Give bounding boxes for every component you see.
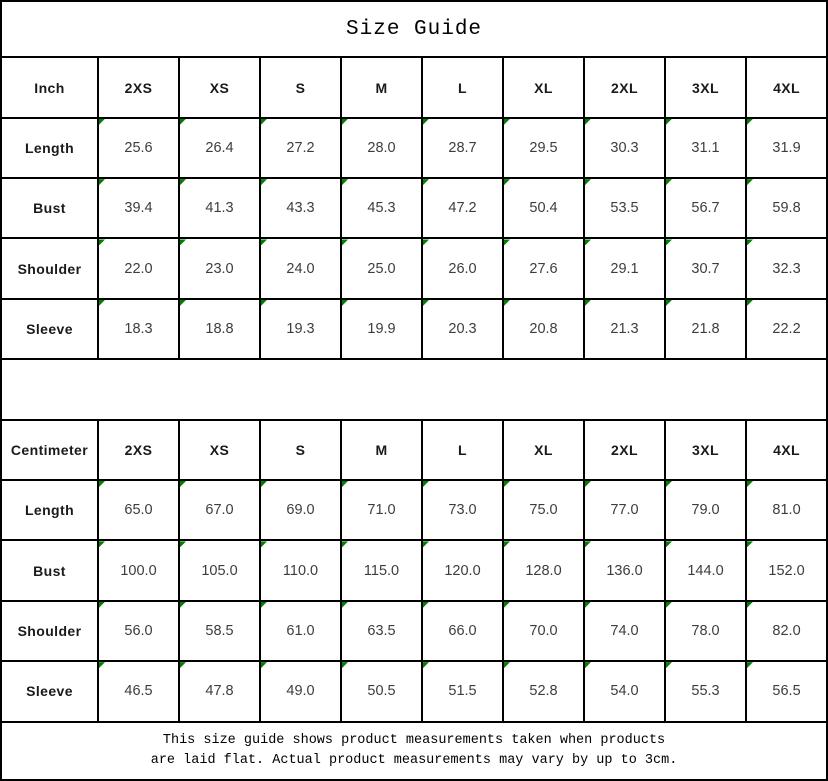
cell-corner-marker-icon (585, 602, 591, 608)
cell-corner-marker-icon (504, 179, 510, 185)
measurement-value: 81.0 (772, 502, 801, 519)
measurement-value-cell (665, 601, 746, 661)
measurement-value-cell (584, 540, 665, 600)
measurement-value-cell (98, 480, 179, 540)
inch-table-section (1, 57, 827, 359)
measurement-row (1, 480, 827, 540)
measurement-value-cell (584, 178, 665, 238)
cell-corner-marker-icon (99, 300, 105, 306)
measurement-value-cell (260, 299, 341, 359)
measurement-value: 29.5 (529, 139, 558, 156)
measurement-value-cell (98, 540, 179, 600)
measurement-row-label: Sleeve (1, 299, 98, 359)
cell-corner-marker-icon (666, 662, 672, 668)
measurement-value: 26.0 (448, 260, 477, 277)
measurement-value: 45.3 (367, 200, 396, 217)
measurement-value-cell (665, 238, 746, 298)
measurement-value-cell (260, 480, 341, 540)
cell-corner-marker-icon (180, 541, 186, 547)
measurement-row (1, 299, 827, 359)
cell-corner-marker-icon (585, 119, 591, 125)
cell-corner-marker-icon (180, 119, 186, 125)
size-column-header: XL (503, 420, 584, 480)
size-column-header: L (422, 420, 503, 480)
measurement-value: 28.0 (367, 139, 396, 156)
cell-corner-marker-icon (747, 602, 753, 608)
cell-corner-marker-icon (585, 179, 591, 185)
footer-row (1, 722, 827, 780)
cell-corner-marker-icon (423, 481, 429, 487)
measurement-value: 73.0 (448, 502, 477, 519)
measurement-value: 30.7 (691, 260, 720, 277)
page-title: Size Guide (1, 1, 827, 57)
measurement-value-cell (98, 299, 179, 359)
measurement-value: 31.9 (772, 139, 801, 156)
measurement-value: 61.0 (286, 622, 315, 639)
cell-corner-marker-icon (261, 481, 267, 487)
measurement-value: 136.0 (606, 562, 643, 579)
cell-corner-marker-icon (747, 481, 753, 487)
measurement-value: 22.0 (124, 260, 153, 277)
measurement-value: 47.2 (448, 200, 477, 217)
measurement-value: 115.0 (363, 562, 400, 579)
measurement-value-cell (503, 118, 584, 178)
cell-corner-marker-icon (504, 602, 510, 608)
centimeter-table-section (1, 420, 827, 722)
measurement-value-cell (584, 480, 665, 540)
size-column-header: 4XL (746, 420, 827, 480)
cell-corner-marker-icon (585, 300, 591, 306)
measurement-row-label: Shoulder (1, 601, 98, 661)
cell-corner-marker-icon (747, 179, 753, 185)
measurement-value: 27.2 (286, 139, 315, 156)
measurement-value-cell (746, 661, 827, 721)
cell-corner-marker-icon (423, 662, 429, 668)
cell-corner-marker-icon (99, 602, 105, 608)
cell-corner-marker-icon (747, 541, 753, 547)
cell-corner-marker-icon (342, 239, 348, 245)
measurement-value-cell (341, 480, 422, 540)
measurement-value-cell (98, 661, 179, 721)
cell-corner-marker-icon (180, 602, 186, 608)
measurement-row (1, 540, 827, 600)
cell-corner-marker-icon (747, 662, 753, 668)
cell-corner-marker-icon (180, 662, 186, 668)
size-column-header: M (341, 420, 422, 480)
measurement-value-cell (503, 540, 584, 600)
measurement-value-cell (665, 661, 746, 721)
measurement-row-label: Bust (1, 540, 98, 600)
measurement-value: 144.0 (687, 562, 724, 579)
measurement-value: 75.0 (529, 502, 558, 519)
measurement-value-cell (503, 238, 584, 298)
measurement-value-cell (422, 540, 503, 600)
size-column-header: L (422, 57, 503, 117)
measurement-value: 152.0 (768, 562, 805, 579)
title-row (1, 1, 827, 57)
cell-corner-marker-icon (666, 119, 672, 125)
measurement-value: 52.8 (529, 683, 558, 700)
measurement-value-cell (584, 299, 665, 359)
measurement-value: 78.0 (691, 622, 720, 639)
measurement-row (1, 601, 827, 661)
measurement-value-cell (746, 238, 827, 298)
measurement-value-cell (584, 238, 665, 298)
cell-corner-marker-icon (585, 541, 591, 547)
measurement-value: 30.3 (610, 139, 639, 156)
cell-corner-marker-icon (261, 239, 267, 245)
cell-corner-marker-icon (99, 662, 105, 668)
measurement-value-cell (341, 661, 422, 721)
measurement-value-cell (665, 299, 746, 359)
cell-corner-marker-icon (99, 119, 105, 125)
footer-note (1, 722, 827, 780)
measurement-value: 46.5 (124, 683, 153, 700)
spacer-row (1, 359, 827, 419)
measurement-row (1, 238, 827, 298)
measurement-value: 105.0 (201, 562, 238, 579)
measurement-value: 21.3 (610, 321, 639, 338)
size-column-header: XS (179, 420, 260, 480)
measurement-value-cell (179, 540, 260, 600)
measurement-value: 49.0 (286, 683, 315, 700)
measurement-value: 39.4 (124, 200, 153, 217)
measurement-value: 50.5 (367, 683, 396, 700)
measurement-value: 53.5 (610, 200, 639, 217)
measurement-value: 55.3 (691, 683, 720, 700)
measurement-value-cell (503, 178, 584, 238)
measurement-value-cell (341, 178, 422, 238)
measurement-row (1, 661, 827, 721)
measurement-value: 100.0 (120, 562, 157, 579)
measurement-value-cell (179, 118, 260, 178)
size-header-row (1, 57, 827, 117)
measurement-value: 41.3 (205, 200, 234, 217)
measurement-value: 58.5 (205, 622, 234, 639)
cell-corner-marker-icon (342, 602, 348, 608)
size-column-header: 2XL (584, 57, 665, 117)
measurement-value: 26.4 (205, 139, 234, 156)
size-column-header: 2XL (584, 420, 665, 480)
measurement-value: 67.0 (205, 502, 234, 519)
measurement-value: 23.0 (205, 260, 234, 277)
footer-section (1, 722, 827, 780)
measurement-value: 65.0 (124, 502, 153, 519)
unit-label: Inch (1, 57, 98, 117)
measurement-value: 66.0 (448, 622, 477, 639)
footer-note-line2: are laid flat. Actual product measurements may vary by up to 3cm. (150, 752, 678, 768)
measurement-value: 56.7 (691, 200, 720, 217)
cell-corner-marker-icon (180, 300, 186, 306)
measurement-value-cell (746, 118, 827, 178)
measurement-value-cell (422, 661, 503, 721)
measurement-row-label: Length (1, 118, 98, 178)
cell-corner-marker-icon (747, 239, 753, 245)
measurement-value: 54.0 (610, 683, 639, 700)
measurement-value-cell (98, 118, 179, 178)
measurement-value: 77.0 (610, 502, 639, 519)
measurement-value-cell (179, 480, 260, 540)
size-column-header: 2XS (98, 57, 179, 117)
cell-corner-marker-icon (342, 481, 348, 487)
cell-corner-marker-icon (585, 662, 591, 668)
measurement-value-cell (179, 178, 260, 238)
measurement-value: 82.0 (772, 622, 801, 639)
measurement-value-cell (260, 178, 341, 238)
measurement-value-cell (665, 118, 746, 178)
measurement-value-cell (503, 661, 584, 721)
measurement-value: 19.3 (286, 321, 315, 338)
measurement-value-cell (341, 238, 422, 298)
measurement-value: 74.0 (610, 622, 639, 639)
measurement-value: 18.8 (205, 321, 234, 338)
measurement-value: 27.6 (529, 260, 558, 277)
cell-corner-marker-icon (342, 541, 348, 547)
title-section (1, 1, 827, 57)
cell-corner-marker-icon (180, 179, 186, 185)
cell-corner-marker-icon (666, 481, 672, 487)
measurement-value-cell (422, 238, 503, 298)
cell-corner-marker-icon (99, 179, 105, 185)
cell-corner-marker-icon (261, 179, 267, 185)
measurement-row-label: Length (1, 480, 98, 540)
measurement-value: 56.0 (124, 622, 153, 639)
measurement-value: 50.4 (529, 200, 558, 217)
measurement-value-cell (260, 238, 341, 298)
cell-corner-marker-icon (342, 662, 348, 668)
cell-corner-marker-icon (423, 179, 429, 185)
cell-corner-marker-icon (747, 119, 753, 125)
size-column-header: XL (503, 57, 584, 117)
cell-corner-marker-icon (423, 300, 429, 306)
measurement-value: 20.3 (448, 321, 477, 338)
size-column-header: S (260, 57, 341, 117)
measurement-value-cell (341, 601, 422, 661)
measurement-value-cell (584, 661, 665, 721)
cell-corner-marker-icon (261, 300, 267, 306)
measurement-value: 21.8 (691, 321, 720, 338)
cell-corner-marker-icon (423, 119, 429, 125)
measurement-value-cell (746, 299, 827, 359)
measurement-value-cell (422, 178, 503, 238)
measurement-value-cell (260, 118, 341, 178)
measurement-row (1, 178, 827, 238)
measurement-row-label: Shoulder (1, 238, 98, 298)
cell-corner-marker-icon (747, 300, 753, 306)
footer-note-line1: This size guide shows product measurements taken when products (162, 733, 666, 749)
cell-corner-marker-icon (99, 481, 105, 487)
table-spacer (1, 359, 827, 419)
measurement-value: 110.0 (282, 562, 319, 579)
measurement-value-cell (260, 661, 341, 721)
cell-corner-marker-icon (261, 602, 267, 608)
size-column-header: 3XL (665, 57, 746, 117)
cell-corner-marker-icon (504, 481, 510, 487)
measurement-value: 56.5 (772, 683, 801, 700)
measurement-value: 25.0 (367, 260, 396, 277)
measurement-value: 25.6 (124, 139, 153, 156)
measurement-value-cell (665, 480, 746, 540)
measurement-value-cell (746, 540, 827, 600)
measurement-value: 120.0 (444, 562, 481, 579)
measurement-value: 51.5 (448, 683, 477, 700)
cell-corner-marker-icon (261, 119, 267, 125)
size-column-header: 2XS (98, 420, 179, 480)
measurement-value: 31.1 (691, 139, 720, 156)
measurement-value: 69.0 (286, 502, 315, 519)
measurement-value-cell (746, 178, 827, 238)
measurement-value-cell (422, 601, 503, 661)
measurement-value: 47.8 (205, 683, 234, 700)
measurement-value-cell (665, 540, 746, 600)
size-column-header: 3XL (665, 420, 746, 480)
cell-corner-marker-icon (666, 239, 672, 245)
measurement-value-cell (665, 178, 746, 238)
measurement-row (1, 118, 827, 178)
cell-corner-marker-icon (666, 602, 672, 608)
measurement-value-cell (341, 299, 422, 359)
measurement-value-cell (260, 540, 341, 600)
cell-corner-marker-icon (504, 300, 510, 306)
measurement-value-cell (179, 661, 260, 721)
cell-corner-marker-icon (585, 239, 591, 245)
cell-corner-marker-icon (99, 239, 105, 245)
cell-corner-marker-icon (423, 239, 429, 245)
cell-corner-marker-icon (99, 541, 105, 547)
cell-corner-marker-icon (423, 541, 429, 547)
measurement-value: 128.0 (525, 562, 562, 579)
measurement-value: 18.3 (124, 321, 153, 338)
measurement-value-cell (98, 178, 179, 238)
cell-corner-marker-icon (342, 300, 348, 306)
measurement-value: 71.0 (367, 502, 396, 519)
measurement-value-cell (503, 480, 584, 540)
measurement-value-cell (341, 118, 422, 178)
measurement-value: 43.3 (286, 200, 315, 217)
measurement-value: 28.7 (448, 139, 477, 156)
measurement-value: 32.3 (772, 260, 801, 277)
measurement-value: 22.2 (772, 321, 801, 338)
size-column-header: M (341, 57, 422, 117)
measurement-value-cell (422, 118, 503, 178)
cell-corner-marker-icon (666, 300, 672, 306)
size-header-row (1, 420, 827, 480)
cell-corner-marker-icon (504, 662, 510, 668)
measurement-value: 63.5 (367, 622, 396, 639)
measurement-value-cell (179, 238, 260, 298)
cell-corner-marker-icon (261, 662, 267, 668)
cell-corner-marker-icon (666, 541, 672, 547)
measurement-value: 70.0 (529, 622, 558, 639)
spacer-section (1, 359, 827, 419)
cell-corner-marker-icon (423, 602, 429, 608)
measurement-row-label: Bust (1, 178, 98, 238)
measurement-value: 24.0 (286, 260, 315, 277)
measurement-value-cell (260, 601, 341, 661)
cell-corner-marker-icon (180, 481, 186, 487)
cell-corner-marker-icon (261, 541, 267, 547)
measurement-value-cell (98, 238, 179, 298)
measurement-value-cell (584, 601, 665, 661)
measurement-value: 29.1 (610, 260, 639, 277)
cell-corner-marker-icon (666, 179, 672, 185)
size-column-header: XS (179, 57, 260, 117)
cell-corner-marker-icon (585, 481, 591, 487)
measurement-value-cell (503, 299, 584, 359)
measurement-value-cell (98, 601, 179, 661)
cell-corner-marker-icon (504, 119, 510, 125)
measurement-value: 59.8 (772, 200, 801, 217)
measurement-value-cell (422, 299, 503, 359)
measurement-value-cell (341, 540, 422, 600)
measurement-value-cell (422, 480, 503, 540)
measurement-value-cell (746, 601, 827, 661)
measurement-value-cell (179, 601, 260, 661)
cell-corner-marker-icon (504, 239, 510, 245)
measurement-value-cell (746, 480, 827, 540)
measurement-value-cell (179, 299, 260, 359)
measurement-value: 19.9 (367, 321, 396, 338)
cell-corner-marker-icon (342, 179, 348, 185)
measurement-value: 79.0 (691, 502, 720, 519)
measurement-row-label: Sleeve (1, 661, 98, 721)
cell-corner-marker-icon (504, 541, 510, 547)
cell-corner-marker-icon (180, 239, 186, 245)
cell-corner-marker-icon (342, 119, 348, 125)
measurement-value: 20.8 (529, 321, 558, 338)
size-column-header: S (260, 420, 341, 480)
measurement-value-cell (584, 118, 665, 178)
size-column-header: 4XL (746, 57, 827, 117)
measurement-value-cell (503, 601, 584, 661)
unit-label: Centimeter (1, 420, 98, 480)
